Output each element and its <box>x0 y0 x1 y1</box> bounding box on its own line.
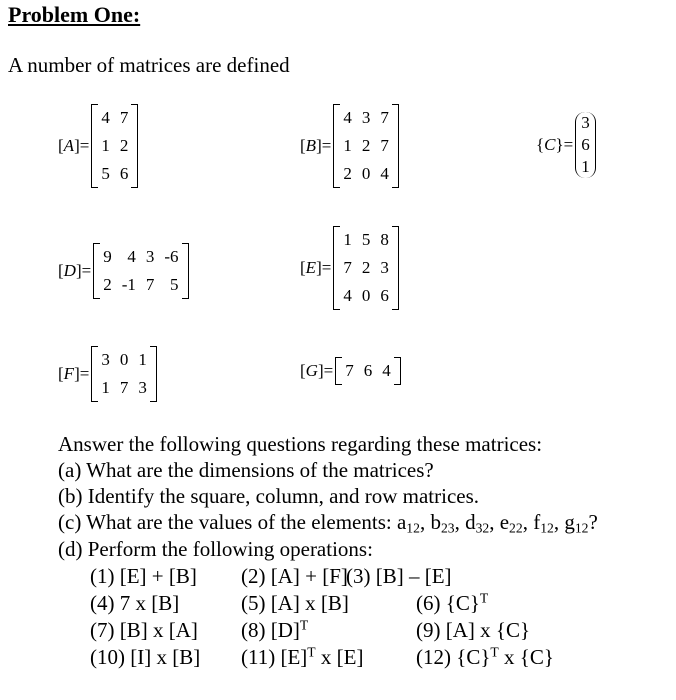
matrix-cell: 0 <box>361 164 371 183</box>
operation-12: (12) $\{C\}^T$ x {C} <box>416 644 554 669</box>
operation-8: (8) $[D]^T$ <box>241 617 309 642</box>
vector-c-label: {C}= <box>536 135 574 154</box>
matrix-d <box>58 243 189 299</box>
matrix-a-label: [A]= <box>58 136 90 155</box>
element-ref: $a_{12}$, <box>396 510 426 536</box>
matrix-cell: 1 <box>138 350 147 369</box>
matrix-cell: 7 <box>119 378 129 397</box>
matrix-cell: 8 <box>380 230 389 249</box>
matrix-cell: 7 <box>119 108 129 127</box>
matrix-cell: 3 <box>145 247 155 266</box>
matrix-cell: 2 <box>361 258 371 277</box>
matrix-cell: 0 <box>119 350 129 369</box>
question-c-prefix: (c) What are the values of the elements: <box>58 510 392 534</box>
matrix-cell: 7 <box>343 258 352 277</box>
matrix-cell: 7 <box>345 361 354 380</box>
matrix-cell: 2 <box>103 275 112 294</box>
matrix-b-label: [B]= <box>300 136 332 155</box>
matrix-f-body <box>91 346 157 402</box>
matrix-cell: 4 <box>127 247 136 266</box>
matrix-cell: 2 <box>343 164 352 183</box>
matrix-cell: 4 <box>101 108 110 127</box>
matrix-cell: 3 <box>581 113 590 132</box>
matrix-cell: 4 <box>380 164 389 183</box>
matrix-cell: 4 <box>343 286 352 305</box>
operation-7: (7) [B] x [A] <box>90 618 198 642</box>
matrix-b-body <box>333 104 399 188</box>
element-ref: $e_{22}$, <box>499 510 528 536</box>
vector-c <box>536 112 596 178</box>
matrix-cell: -1 <box>121 275 136 294</box>
intro-text: A number of matrices are defined <box>8 53 290 77</box>
operation-3: (3) [B] – [E] <box>346 564 452 588</box>
operation-9: (9) [A] x {C} <box>416 618 531 642</box>
matrix-cell: 3 <box>138 378 147 397</box>
questions-intro: Answer the following questions regarding these matrices: <box>58 432 543 456</box>
matrix-cell: 1 <box>101 378 110 397</box>
matrix-cell: 1 <box>101 136 110 155</box>
matrix-cell: 6 <box>380 286 389 305</box>
matrix-f <box>58 346 157 402</box>
matrix-d-label: [D]= <box>58 261 92 280</box>
matrix-cell: 5 <box>101 164 110 183</box>
operation-1: (1) [E] + [B] <box>90 564 197 588</box>
matrix-cell: 3 <box>361 108 371 127</box>
matrix-e-label: [E]= <box>300 258 332 277</box>
matrix-cell: 0 <box>361 286 371 305</box>
page-title: Problem One: <box>8 2 141 27</box>
matrix-cell: 2 <box>119 136 129 155</box>
matrix-cell: 3 <box>101 350 110 369</box>
matrix-g <box>300 357 401 385</box>
matrix-cell: 7 <box>380 108 389 127</box>
matrix-cell: 1 <box>343 230 352 249</box>
vector-c-body <box>575 112 596 178</box>
matrix-cell: 5 <box>170 275 179 294</box>
matrix-cell: 6 <box>363 361 373 380</box>
operation-4: (4) 7 x [B] <box>90 591 180 615</box>
matrix-cell: 6 <box>119 164 129 183</box>
matrix-g-body <box>335 357 401 385</box>
operation-5: (5) [A] x [B] <box>241 591 349 615</box>
matrix-cell: 5 <box>361 230 371 249</box>
matrix-b <box>300 104 399 188</box>
matrix-e <box>300 226 399 310</box>
matrix-cell: 1 <box>343 136 352 155</box>
matrix-cell: -6 <box>164 247 179 266</box>
matrix-g-label: [G]= <box>300 361 334 380</box>
matrix-d-body <box>93 243 188 299</box>
matrix-cell: 4 <box>343 108 352 127</box>
element-ref: $d_{32}$, <box>465 510 495 536</box>
matrix-e-body <box>333 226 399 310</box>
matrix-cell: 1 <box>581 157 590 176</box>
matrix-f-label: [F]= <box>58 364 90 383</box>
question-d: (d) Perform the following operations: <box>58 537 373 561</box>
question-a: (a) What are the dimensions of the matrices? <box>58 458 434 482</box>
question-c <box>58 510 598 535</box>
element-ref: $f_{12}$, <box>533 510 560 536</box>
matrix-cell: 4 <box>382 361 391 380</box>
matrix-a-body <box>91 104 138 188</box>
matrix-cell: 2 <box>361 136 371 155</box>
matrix-cell: 6 <box>581 135 590 154</box>
operation-6: (6) $\{C\}^T$ <box>416 590 489 615</box>
matrix-cell: 9 <box>103 247 112 266</box>
element-ref: $b_{23}$, <box>430 510 460 536</box>
operation-11: (11) $[E]^T$ x [E] <box>241 644 364 669</box>
operation-2: (2) [A] + [F] <box>241 564 348 588</box>
matrix-cell: 3 <box>380 258 389 277</box>
matrix-cell: 7 <box>380 136 389 155</box>
question-b: (b) Identify the square, column, and row matrices. <box>58 484 480 508</box>
element-ref: $g_{12}$? <box>564 510 598 536</box>
matrix-cell: 7 <box>145 275 155 294</box>
matrix-a <box>58 104 138 188</box>
operation-10: (10) [I] x [B] <box>90 645 201 669</box>
